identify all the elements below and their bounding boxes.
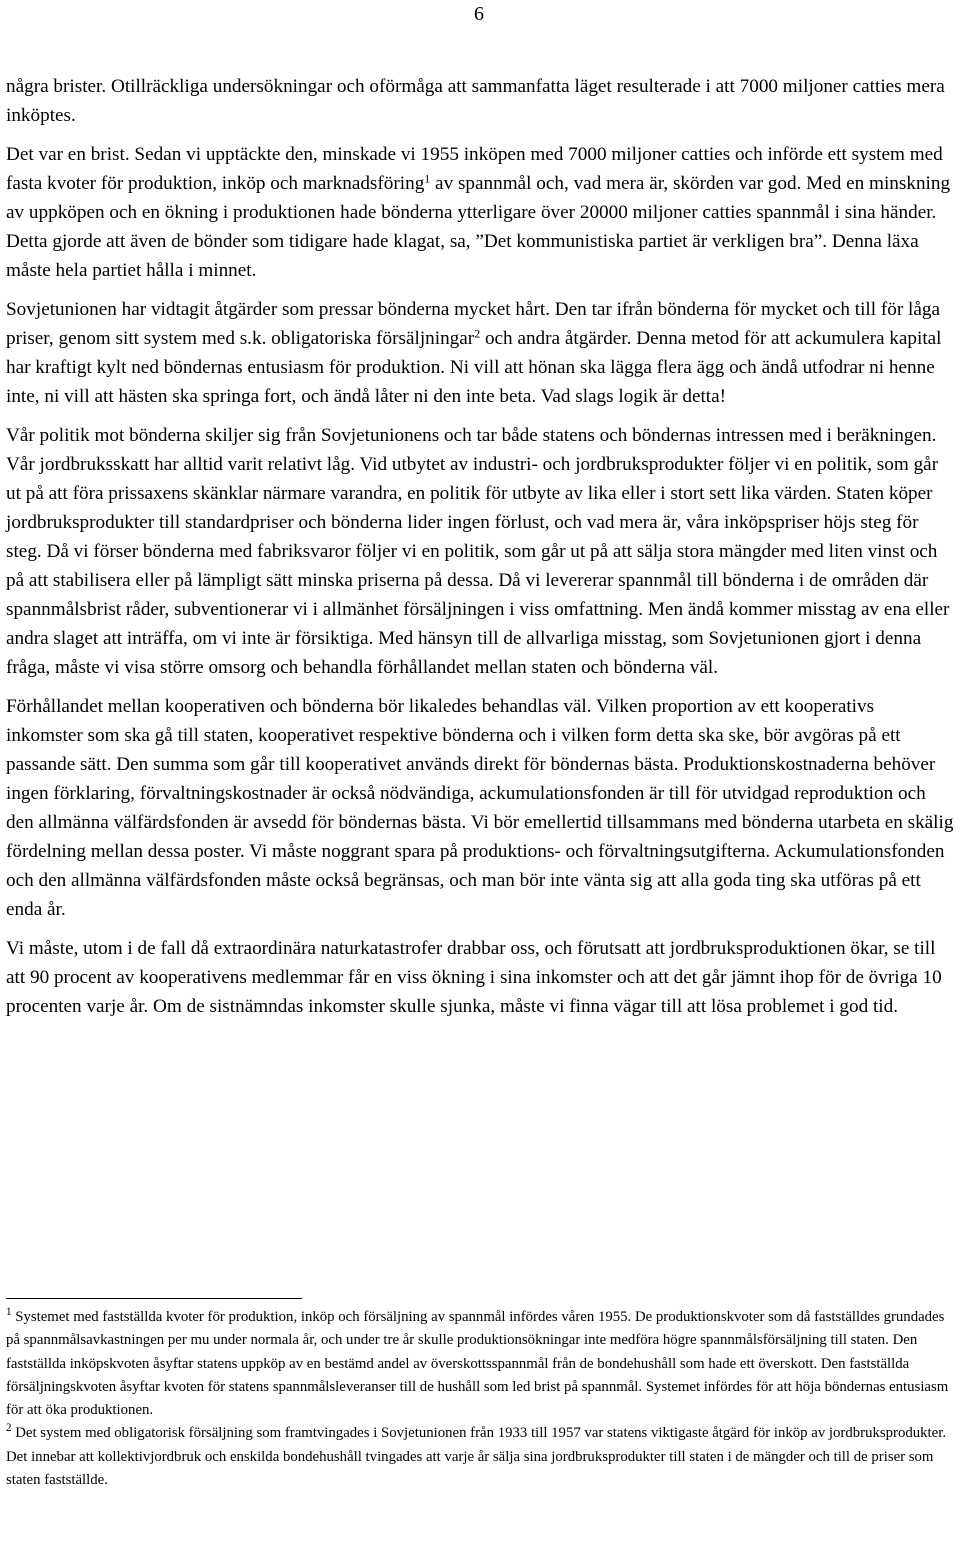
paragraph-text: Vår politik mot bönderna skiljer sig från Sovjetunionens och tar både statens och böndernas intressen med i beräkningen. Vår jordbruksskatt har alltid varit relativt låg. Vid utbytet av industri- och jordbruksprodukter följer vi en politik, som går ut på att föra prissaxens skänklar närmare varandra, en politik för utbyte av lika eller i stort sett lika värden. Staten köper jordbruksprodukter till standardpriser och bönderna lider ingen förlust, och vad mera är, våra inköpspriser höjs steg för steg. Då vi förser bönderna med fabriksvaror följer vi en politik, som går ut på att sälja stora mängder med liten vinst och på att stabilisera eller på lämpligt sätt minska priserna på dessa. Då vi levererar spannmål till bönderna i de områden där spannmålsbrist råder, subventionerar vi i allmänhet försäljningen i viss omfattning. Men ändå kommer misstag av ena eller andra slaget att inträffa, om vi inte är försiktiga. Med hänsyn till de allvarliga misstag, som Sovjetunionen gjort i denna fråga, måste vi visa större omsorg och behandla förhållandet mellan staten och bönderna väl. (6, 425, 950, 678)
paragraph-text: Sovjetunionen har vidtagit åtgärder som pressar bönderna mycket hårt. Den tar ifrån bönderna för mycket och till för låga priser, genom sitt system med s.k. obligatoriska försäljningar (6, 299, 941, 349)
footnote-marker: 2 (6, 1422, 12, 1435)
footnote-ref-1: 1 (424, 171, 431, 186)
paragraph (6, 72, 954, 130)
footnotes (6, 1306, 954, 1492)
paragraph-text: Förhållandet mellan kooperativen och bönderna bör likaledes behandlas väl. Vilken proportion av ett kooperativs inkomster som ska gå till staten, kooperativet respektive bönderna och i vilken form detta ska ske, bör avgöras på ett passande sätt. Den summa som går till kooperativet används direkt för böndernas bästa. Produktionskostnaderna behöver ingen förklaring, förvaltningskostnader är också nödvändiga, ackumulationsfonden är till för utvidgad reproduktion och den allmänna välfärdsfonden är avsedd för böndernas bästa. Vi bör emellertid tillsammans med bönderna utarbeta en skälig fördelning mellan dessa poster. Vi måste noggrant spara på produktions- och förvaltningsutgifterna. Ackumulationsfonden och den allmänna välfärdsfonden måste också begränsas, och man bör inte vänta sig att alla goda ting ska utföras på ett enda år. (6, 696, 954, 920)
paragraph-text: några brister. Otillräckliga undersökningar och oförmåga att sammanfatta läget resulterade i att 7000 miljoner catties mera inköptes. (6, 76, 945, 126)
footnote-ref-2: 2 (474, 326, 481, 341)
paragraph (6, 421, 954, 682)
footnote-1 (6, 1306, 954, 1422)
paragraph-text: Vi måste, utom i de fall då extraordinära naturkatastrofer drabbar oss, och förutsatt att jordbruksproduktionen ökar, se till att 90 procent av kooperativens medlemmar får en viss ökning i sina inkomster och att det går jämnt ihop för de övriga 10 procenten varje år. Om de sistnämndas inkomster skulle sjunka, måste vi finna vägar till att lösa problemet i god tid. (6, 938, 942, 1017)
footnote-2 (6, 1422, 954, 1492)
footnote-divider (6, 1298, 302, 1299)
paragraph-text: av spannmål och, vad mera är, skörden var god. Med en minskning av uppköpen och en ökning i produktionen hade bönderna ytterligare över 20000 miljoner catties spannmål i sina händer. Detta gjorde att även de bönder som tidigare hade klagat, sa, ”Det kommunistiska partiet är verkligen bra”. Denna läxa måste hela partiet hålla i minnet. (6, 173, 951, 281)
paragraph (6, 140, 954, 285)
body-text (6, 72, 954, 1031)
paragraph-text: Det var en brist. Sedan vi upptäckte den, minskade vi 1955 inköpen med 7000 miljoner catties och införde ett system med fasta kvoter för produktion, inköp och marknadsföring (6, 144, 943, 194)
footnote-text: Det system med obligatorisk försäljning som framtvingades i Sovjetunionen från 1933 till 1957 var statens viktigaste åtgärd för inköp av jordbruksprodukter. Det innebar att kollektivjordbruk och enskilda bondehushåll tvingades att varje år sälja sina jordbruksprodukter till staten i de mängder och till de priser som staten fastställde. (6, 1425, 947, 1489)
paragraph (6, 692, 954, 924)
paragraph-text: och andra åtgärder. Denna metod för att ackumulera kapital har kraftigt kylt ned böndernas entusiasm för produktion. Ni vill att hönan ska lägga flera ägg och ändå utfodrar ni henne inte, ni vill att hästen ska springa fort, och ändå låter ni den inte beta. Vad slags logik är detta! (6, 328, 942, 407)
paragraph (6, 934, 954, 1021)
page-number: 6 (474, 3, 484, 25)
paragraph (6, 295, 954, 411)
footnote-marker: 1 (6, 1305, 12, 1318)
footnote-text: Systemet med fastställda kvoter för produktion, inköp och försäljning av spannmål infördes våren 1955. De produktionskvoter som då fastställdes grundades på spannmålsavkastningen per mu under normala år, och under tre år skulle produktionsökningar inte medföra högre spannmålsförsäljning till staten. Den fastställda inköpskvoten åsyftar statens uppköp av en bestämd andel av överskottsspannmål från de bondehushåll som hade ett överskott. Den fastställda försäljningskvoten åsyftar kvoten för statens spannmålsleveranser till de hushåll som led brist på spannmål. Systemet infördes för att höja böndernas entusiasm för att öka produktionen. (6, 1309, 949, 1419)
